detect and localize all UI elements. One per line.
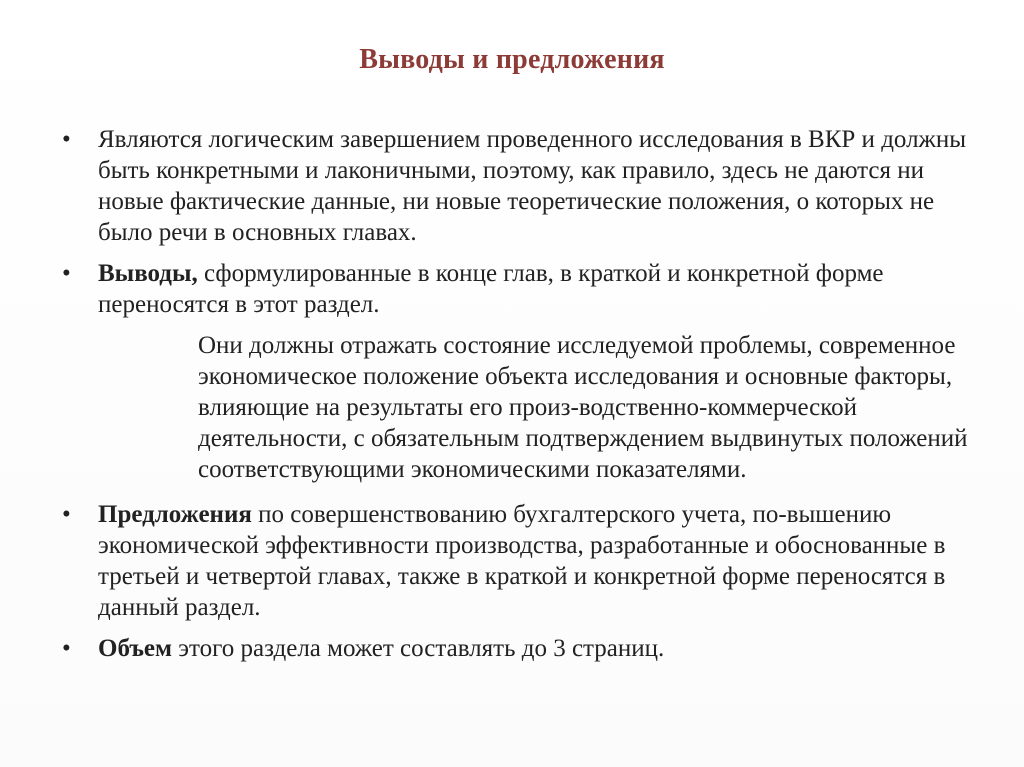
slide-content: [62, 124, 972, 674]
bullet-text: [98, 124, 972, 248]
bullet-bold-text: Выводы,: [98, 260, 198, 287]
bullet-item-conclusions: [62, 258, 972, 485]
bullet-item-conclusion-intro: [62, 124, 972, 248]
bullet-body-text: этого раздела может составлять до 3 страниц.: [172, 635, 665, 662]
bullet-body-text: сформулированные в конце глав, в краткой и конкретной форме переносятся в этот раздел.: [98, 260, 884, 318]
bullet-body-text: по совершенствованию бухгалтерского учета, по-вышению экономической эффективности производства, разработанные и обоснованные в третьей и четвертой главах, также в краткой и конкретной форме переносятся в данный раздел.: [98, 501, 946, 621]
bullet-item-proposals: [62, 499, 972, 623]
bullet-bold-text: Объем: [98, 635, 173, 662]
bullet-icon: •: [62, 501, 71, 528]
bullet-icon: •: [62, 260, 71, 287]
indented-paragraph: Они должны отражать состояние исследуемой проблемы, современное экономическое положение объекта исследования и основные факторы, влияющие на результаты его произ-водственно-коммерческой деятельности, с обязательным подтверждением выдвинутых положений соответствующими экономическими показателями.: [198, 332, 968, 483]
bullet-text: [98, 633, 972, 664]
bullet-bold-text: Предложения: [98, 501, 252, 528]
bullet-text: [98, 258, 972, 320]
bullet-body-text: Являются логическим завершением проведенного исследования в ВКР и должны быть конкретными и лаконичными, поэтому, как правило, здесь не даются ни новые фактические данные, ни новые теоретические положения, о которых не было речи в основных главах.: [98, 126, 967, 246]
bullet-text: [98, 499, 972, 623]
slide-title: Выводы и предложения: [359, 44, 665, 75]
bullet-item-volume: [62, 633, 972, 664]
bullet-icon: •: [62, 126, 71, 153]
bullet-icon: •: [62, 635, 71, 662]
